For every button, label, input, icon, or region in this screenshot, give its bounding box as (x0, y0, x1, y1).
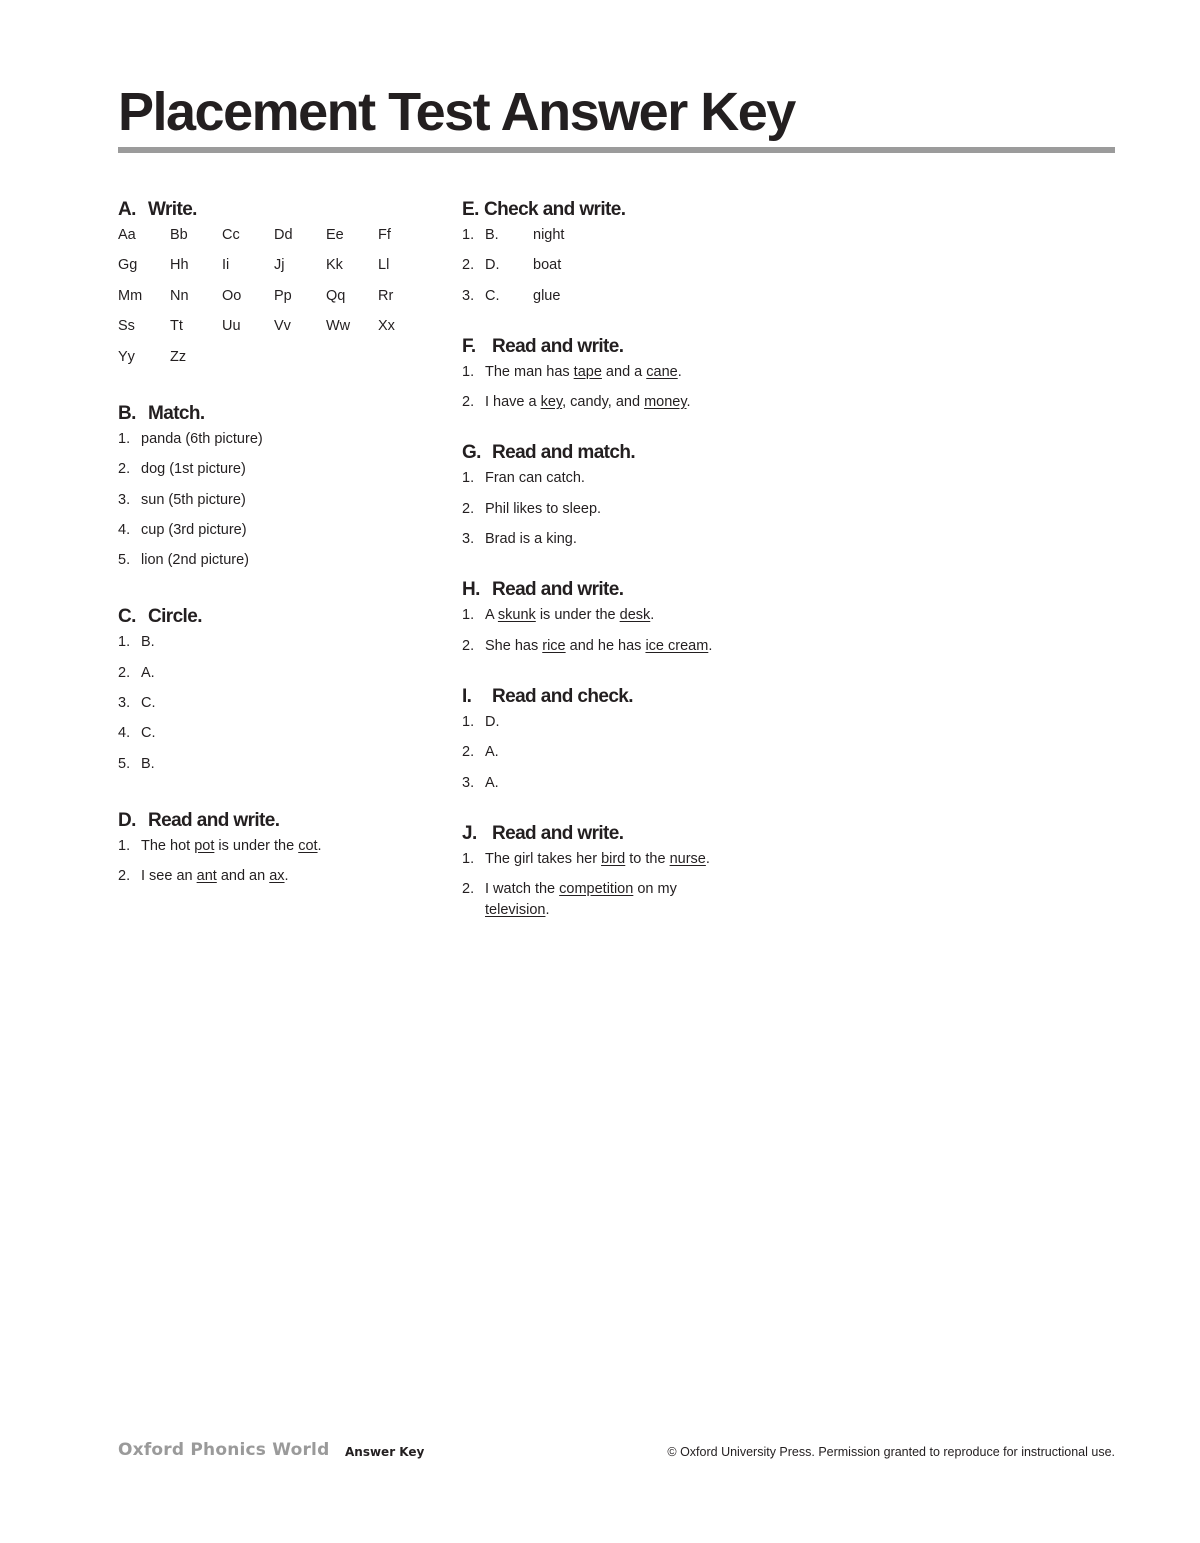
section-heading: I. Read and check. (462, 685, 633, 707)
answer-word: desk (619, 607, 651, 624)
section-c (118, 604, 428, 783)
section-i (462, 684, 762, 803)
answer-word: ice cream (645, 637, 709, 654)
letter-pair: Jj (274, 257, 285, 274)
section-h (462, 577, 762, 666)
right-column (462, 197, 762, 927)
section-f (462, 334, 762, 423)
list-item: 3. sun (5th picture) (118, 491, 246, 508)
letter-pair: Dd (274, 227, 293, 243)
letter-pair: Kk (326, 257, 343, 274)
section-a (118, 197, 428, 377)
letter-pair: Gg (118, 257, 138, 274)
list-item: 1. The girl takes her bird to the nurse. (462, 850, 710, 867)
list-item: 5. lion (2nd picture) (118, 552, 249, 569)
section-heading: H. Read and write. (462, 579, 624, 601)
list-item: 1. Fran can catch. (462, 470, 585, 487)
section-heading: D. Read and write. (118, 809, 280, 831)
list-item: 4. cup (3rd picture) (118, 521, 247, 538)
letter-pair: Nn (170, 287, 189, 304)
letter-pair: Tt (170, 318, 183, 335)
section-b (118, 401, 428, 580)
letter-pair: Uu (222, 318, 241, 335)
letter-pair: Xx (378, 318, 395, 335)
letter-pair: Aa (118, 227, 136, 243)
section-heading: B. Match. (118, 402, 205, 424)
section-heading: C. Circle. (118, 606, 202, 628)
list-item: 3. C. (118, 695, 156, 712)
letter-pair: Yy (118, 348, 135, 365)
answer-word: cot (298, 837, 318, 854)
list-item: 1. panda (6th picture) (118, 430, 263, 447)
answer-word: competition (559, 881, 634, 898)
list-item: 2. D. boat (462, 257, 562, 274)
page-title: Placement Test Answer Key (118, 82, 795, 142)
letter-pair: Bb (170, 227, 188, 243)
list-item: 1. D. (462, 713, 500, 730)
section-d (118, 808, 428, 897)
answer-word: key (540, 394, 563, 411)
left-column (118, 197, 428, 897)
list-item: 2. I have a key, candy, and money. (462, 394, 691, 411)
answer-word: television (485, 902, 546, 919)
footer-subtitle: Answer Key (345, 1445, 425, 1459)
answer-word: skunk (497, 607, 536, 624)
letter-pair: Mm (118, 287, 143, 304)
copyright-notice: © Oxford University Press. Permission granted to reproduce for instructional use. (667, 1445, 1115, 1459)
answer-word: tape (573, 363, 602, 380)
answer-word: pot (194, 837, 215, 854)
letter-pair: Vv (274, 318, 291, 335)
list-item: 1. The hot pot is under the cot. (118, 837, 322, 854)
section-g (462, 440, 762, 559)
answer-word: money (644, 394, 687, 411)
letter-pair: Ll (378, 257, 390, 274)
list-item: 2. A. (118, 664, 155, 681)
list-item: 3. Brad is a king. (462, 531, 577, 548)
section-heading: G. Read and match. (462, 442, 636, 464)
list-item: 2. A. (462, 744, 499, 761)
list-item: 5. B. (118, 755, 155, 772)
list-item: 1. B. night (462, 227, 565, 243)
list-item: 2. dog (1st picture) (118, 461, 246, 478)
letter-pair: Zz (170, 348, 187, 365)
answer-word: cane (646, 363, 678, 380)
list-item: 2. I see an ant and an ax. (118, 868, 289, 885)
letter-pair: Cc (222, 227, 240, 243)
section-heading: A. Write. (118, 199, 197, 220)
section-heading: F. Read and write. (462, 335, 624, 357)
list-item: 2. Phil likes to sleep. (462, 500, 602, 517)
answer-word: bird (601, 850, 626, 867)
answer-word: ant (196, 868, 217, 885)
letter-pair: Ii (222, 257, 230, 274)
list-item: 3. C. glue (462, 287, 561, 304)
page-footer (118, 1440, 1115, 1464)
letter-pair: Rr (378, 287, 394, 304)
letter-pair: Ww (326, 318, 351, 335)
list-item: 3. A. (462, 774, 499, 791)
title-divider (118, 147, 1115, 153)
list-item: 4. C. (118, 725, 156, 742)
letter-pair: Ss (118, 318, 135, 335)
section-j (462, 821, 762, 927)
section-heading: J. Read and write. (462, 822, 624, 844)
list-item: 1. B. (118, 634, 155, 651)
section-heading: E. Check and write. (462, 199, 626, 220)
list-item: 2. I watch the competition on my television. (462, 881, 677, 919)
answer-word: nurse (669, 850, 706, 867)
letter-pair: Ff (378, 227, 391, 243)
alphabet-grid (118, 225, 428, 377)
brand-logo-text: Oxford Phonics World (118, 1440, 330, 1460)
letter-pair: Qq (326, 287, 346, 304)
section-e (462, 197, 762, 316)
answer-word: rice (542, 637, 566, 654)
list-item: 2. She has rice and he has ice cream. (462, 637, 713, 654)
answer-word: ax (269, 868, 285, 885)
letter-pair: Hh (170, 257, 189, 274)
letter-pair: Ee (326, 227, 344, 243)
letter-pair: Oo (222, 287, 242, 304)
list-item: 1. The man has tape and a cane. (462, 363, 682, 380)
letter-pair: Pp (274, 287, 292, 304)
list-item: 1. A skunk is under the desk. (462, 607, 655, 624)
